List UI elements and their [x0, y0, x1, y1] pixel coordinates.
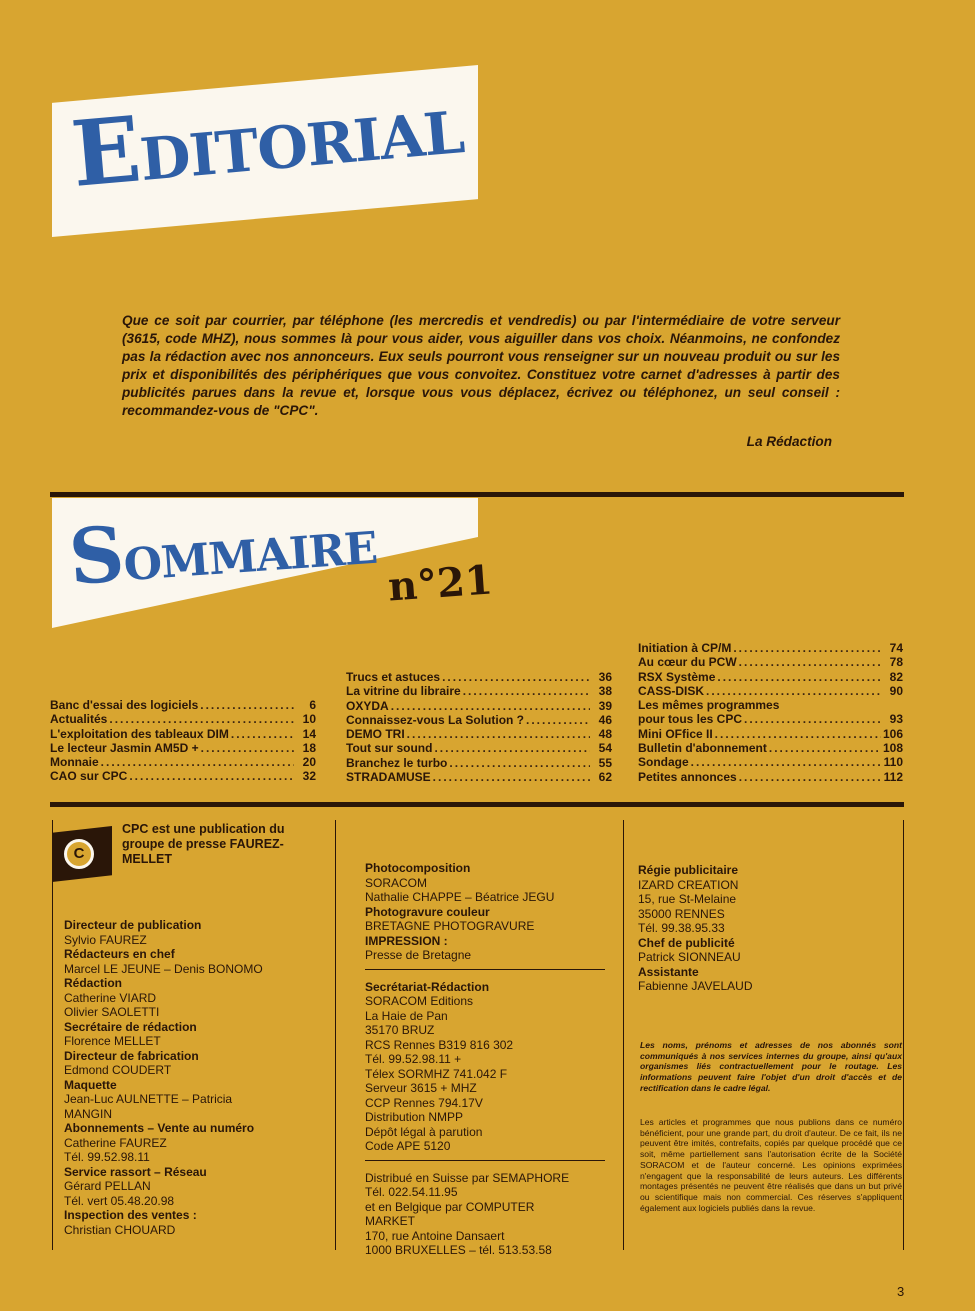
credit-value: La Haie de Pan [365, 1008, 448, 1023]
publisher-headline: CPC est une publication du groupe de presse FAUREZ-MELLET [122, 822, 285, 866]
credit-heading: Rédacteurs en chef [64, 947, 175, 961]
credits-distribution [365, 1171, 615, 1258]
credit-value: Tél. vert 05.48.20.98 [64, 1193, 175, 1208]
toc-entry-page: 74 [889, 641, 903, 655]
toc-leader-dots [526, 713, 590, 727]
credit-value: Jean-Luc AULNETTE – Patricia [64, 1092, 233, 1106]
toc-leader-dots [201, 741, 294, 755]
toc-entry-page: 48 [598, 727, 612, 742]
credits-column-1 [64, 918, 324, 1237]
distribution-line: MARKET [365, 1214, 416, 1228]
distribution-line: 170, rue Antoine Dansaert [365, 1228, 505, 1243]
credit-value: CCP Rennes 794.17V [365, 1095, 483, 1110]
toc-leader-dots [739, 770, 881, 784]
credit-heading: Photogravure couleur [365, 904, 490, 919]
editorial-text: Que ce soit par courrier, par téléphone (les mercredis et vendredis) ou par l'intermédiaire de votre serveur (3615, code MHZ), nous sommes là pour vous aider, vous aiguiller dans vos choix. Néanmoins, ne confondez pas la rédaction avec nos annonceurs. Eux seuls pourront vous renseigner sur un nouveau produit ou sur les prix et disponibilités des périphériques que vous convoitez. Constituez votre carnet d'adresses à partir des publicités parues dans la revue et, lorsque vous vous déplacez, écrivez ou téléphonez, un seul conseil : recommandez-vous de "CPC". [122, 313, 840, 418]
credit-value: BRETAGNE PHOTOGRAVURE [365, 919, 535, 933]
toc-entry-title: pour tous les CPC [638, 712, 743, 727]
toc-leader-dots [434, 741, 590, 755]
toc-entry [346, 684, 612, 698]
toc-entry-title: Initiation à CP/M [638, 641, 732, 655]
credit-heading: Inspection des ventes : [64, 1208, 197, 1222]
toc-entry [50, 712, 316, 726]
toc-entry [346, 713, 612, 727]
divider-rule [50, 492, 904, 497]
toc-entry [638, 698, 903, 712]
toc-entry-title: Connaissez-vous La Solution ? [346, 712, 525, 727]
credit-value: Code APE 5120 [365, 1139, 451, 1153]
toc-entry-title: Branchez le turbo [346, 755, 448, 770]
toc-entry [638, 755, 903, 769]
toc-leader-dots [109, 712, 294, 726]
toc-entry-title: CAO sur CPC [50, 769, 128, 784]
toc-entry [638, 741, 903, 755]
toc-column-2 [346, 670, 612, 784]
toc-entry [638, 655, 903, 669]
credit-value: Florence MELLET [64, 1034, 161, 1048]
credit-value: Fabienne JAVELAUD [638, 979, 753, 993]
toc-entry-title: Au cœur du PCW [638, 655, 737, 670]
toc-entry-page: 10 [302, 712, 316, 727]
toc-entry-title: OXYDA [346, 698, 389, 713]
toc-leader-dots [691, 755, 881, 769]
toc-entry-page: 93 [889, 712, 903, 727]
toc-entry [50, 727, 316, 741]
toc-entry-title: L'exploitation des tableaux DIM [50, 726, 229, 741]
credit-value: Tél. 99.52.98.11 [64, 1150, 150, 1164]
toc-entry-title: Le lecteur Jasmin AM5D + [50, 740, 199, 755]
toc-leader-dots [101, 755, 294, 769]
column-divider [365, 969, 605, 970]
toc-leader-dots [200, 698, 294, 712]
distribution-line: Tél. 022.54.11.95 [365, 1185, 458, 1199]
toc-entry-page: 55 [598, 755, 612, 770]
toc-entry-page: 36 [598, 670, 612, 684]
toc-entry-page: 90 [889, 683, 903, 698]
credits-column-3 [638, 863, 898, 994]
credit-value: Catherine FAUREZ [64, 1135, 167, 1150]
distribution-line: et en Belgique par COMPUTER [365, 1199, 535, 1214]
toc-entry-page: 82 [889, 669, 903, 684]
credit-heading: Chef de publicité [638, 935, 735, 950]
credit-value: Distribution NMPP [365, 1110, 464, 1124]
column-rule [335, 820, 336, 1250]
credit-value: 35000 RENNES [638, 906, 725, 921]
toc-entry [638, 770, 903, 784]
copyright-notice: Les articles et programmes que nous publions dans ce numéro bénéficient, pour une grande part, du droit d'auteur. De ce fait, ils ne peuvent être imités, contrefaits, copiés par quelque procédé que ce soit, même partiellement sans l'autorisation écrite de la Société SORACOM et de l'auteur concerné. Les opinions exprimées n'engagent que la responsabilité de leurs auteurs. Les différents montages présentés ne peuvent être réalisés que dans un but privé ou scientifique mais non commercial. Ces réserves s'appliquent également aux logiciels publiés dans la revue. [640, 1117, 902, 1213]
toc-entry [346, 727, 612, 741]
toc-entry-title: Monnaie [50, 755, 99, 770]
toc-entry [638, 670, 903, 684]
toc-entry-title: Banc d'essai des logiciels [50, 698, 199, 712]
toc-entry-title: La vitrine du libraire [346, 684, 461, 699]
toc-leader-dots [463, 684, 590, 698]
toc-entry-title: STRADAMUSE [346, 770, 431, 785]
distribution-line: Distribué en Suisse par SEMAPHORE [365, 1170, 570, 1185]
toc-entry-title: RSX Système [638, 669, 716, 684]
privacy-notice: Les noms, prénoms et adresses de nos abonnés sont communiqués à nos services internes du groupe, ainsi qu'aux organismes liés contractuellement pour le routage. Les informations peuvent faire l'objet d'un droit d'accès et de rectification dans le cadre légal. [640, 1040, 902, 1093]
toc-leader-dots [717, 670, 881, 684]
toc-leader-dots [433, 770, 590, 784]
toc-entry-page: 108 [882, 741, 903, 756]
credit-value: Dépôt légal à parution [365, 1124, 483, 1139]
credit-value: 35170 BRUZ [365, 1023, 435, 1037]
toc-entry-page: 106 [882, 726, 903, 741]
toc-leader-dots [231, 727, 294, 741]
toc-entry-page: 78 [889, 655, 903, 670]
toc-leader-dots [706, 684, 881, 698]
toc-entry-title: Sondage [638, 755, 689, 770]
toc-entry [638, 684, 903, 698]
toc-column-3 [638, 641, 903, 784]
toc-entry-page: 20 [302, 755, 316, 770]
toc-entry-page: 38 [598, 684, 612, 699]
sommaire-title-rest: OMMAIRE [122, 522, 379, 592]
toc-leader-dots [715, 727, 881, 741]
column-rule [623, 820, 624, 1250]
column-rule [903, 820, 904, 1250]
editorial-signature: La Rédaction [746, 434, 832, 449]
toc-entry-title: Bulletin d'abonnement [638, 741, 767, 756]
credit-heading: Maquette [64, 1077, 117, 1092]
credit-heading: IMPRESSION : [365, 933, 448, 948]
credit-heading: Assistante [638, 964, 699, 979]
toc-leader-dots [739, 655, 881, 669]
toc-entry-title: Les mêmes programmes [638, 698, 780, 713]
toc-entry [346, 699, 612, 713]
distribution-line: 1000 BRUXELLES – tél. 513.53.58 [365, 1243, 552, 1257]
editorial-title-rest: DITORIAL [137, 98, 467, 195]
toc-entry-page: 112 [883, 769, 903, 784]
page-number: 3 [897, 1284, 905, 1299]
toc-entry-title: Trucs et astuces [346, 670, 441, 684]
credit-heading: Secrétaire de rédaction [64, 1019, 197, 1034]
credit-value: Olivier SAOLETTI [64, 1005, 160, 1019]
toc-entry [346, 741, 612, 755]
credit-heading: Secrétariat-Rédaction [365, 979, 490, 994]
toc-entry-page: 32 [302, 769, 316, 784]
column-divider [365, 1160, 605, 1161]
credit-value: SORACOM Editions [365, 994, 474, 1008]
credits-column-2 [365, 861, 615, 1258]
toc-leader-dots [769, 741, 881, 755]
credit-value: Serveur 3615 + MHZ [365, 1081, 477, 1095]
toc-entry [346, 770, 612, 784]
sommaire-title [66, 499, 379, 602]
credit-value: Gérard PELLAN [64, 1179, 151, 1193]
credit-value: RCS Rennes B319 816 302 [365, 1037, 514, 1052]
toc-entry-title: CASS-DISK [638, 683, 705, 698]
editorial-title-initial: E [67, 96, 145, 208]
toc-entry-page: 39 [598, 698, 612, 713]
toc-leader-dots [733, 641, 881, 655]
toc-leader-dots [391, 699, 590, 713]
toc-column-1 [50, 698, 316, 784]
credit-value: Edmond COUDERT [64, 1063, 172, 1077]
toc-entry-page: 110 [883, 755, 903, 770]
toc-leader-dots [744, 712, 881, 726]
credit-heading: Abonnements – Vente au numéro [64, 1121, 255, 1135]
credit-value: Patrick SIONNEAU [638, 950, 741, 964]
credit-heading: Photocomposition [365, 861, 471, 875]
credit-value: Marcel LE JEUNE – Denis BONOMO [64, 961, 263, 976]
publisher-logo-mark: C [64, 839, 94, 869]
toc-entry-title: DEMO TRI [346, 727, 405, 742]
toc-entry [50, 698, 316, 712]
toc-entry-page: 46 [598, 712, 612, 727]
credit-heading: Directeur de publication [64, 918, 202, 932]
sommaire-title-initial: S [66, 509, 127, 602]
credit-value: Sylvio FAUREZ [64, 932, 147, 947]
column-rule [52, 820, 53, 1250]
toc-entry [638, 712, 903, 726]
toc-entry [50, 755, 316, 769]
toc-entry [346, 670, 612, 684]
toc-leader-dots [442, 670, 590, 684]
issue-number: n°21 [386, 556, 495, 611]
credits-secretariat [365, 980, 615, 1154]
toc-entry-title: Mini OFfice II [638, 726, 713, 741]
credit-heading: Rédaction [64, 976, 123, 990]
credit-value: Tél. 99.38.95.33 [638, 921, 725, 935]
toc-leader-dots [449, 756, 590, 770]
toc-entry [638, 641, 903, 655]
credit-value: SORACOM [365, 875, 428, 890]
toc-leader-dots [129, 769, 294, 783]
toc-entry-title: Petites annonces [638, 769, 737, 784]
credit-value: Tél. 99.52.98.11 + [365, 1052, 462, 1066]
credits-production [365, 861, 615, 963]
credit-value: MANGIN [64, 1106, 112, 1121]
toc-entry [50, 769, 316, 783]
divider-rule [50, 802, 904, 807]
toc-entry-page: 54 [598, 741, 612, 756]
credit-heading: Directeur de fabrication [64, 1048, 199, 1063]
toc-leader-dots [407, 727, 590, 741]
toc-entry [638, 727, 903, 741]
credit-heading: Régie publicitaire [638, 863, 739, 877]
credit-value: IZARD CREATION [638, 877, 739, 892]
credit-heading: Service rassort – Réseau [64, 1164, 207, 1179]
toc-entry-page: 62 [598, 770, 612, 785]
credit-value: Christian CHOUARD [64, 1222, 176, 1237]
credit-value: Presse de Bretagne [365, 948, 472, 962]
toc-entry-title: Actualités [50, 712, 108, 727]
credit-value: Télex SORMHZ 741.042 F [365, 1066, 508, 1081]
toc-entry-page: 6 [309, 698, 316, 712]
credit-value: 15, rue St-Melaine [638, 892, 737, 906]
toc-entry [50, 741, 316, 755]
credit-value: Catherine VIARD [64, 990, 157, 1005]
toc-entry-page: 18 [302, 740, 316, 755]
credit-value: Nathalie CHAPPE – Béatrice JEGU [365, 890, 555, 904]
toc-entry-page: 14 [302, 726, 316, 741]
toc-entry [346, 756, 612, 770]
toc-entry-title: Tout sur sound [346, 741, 433, 756]
